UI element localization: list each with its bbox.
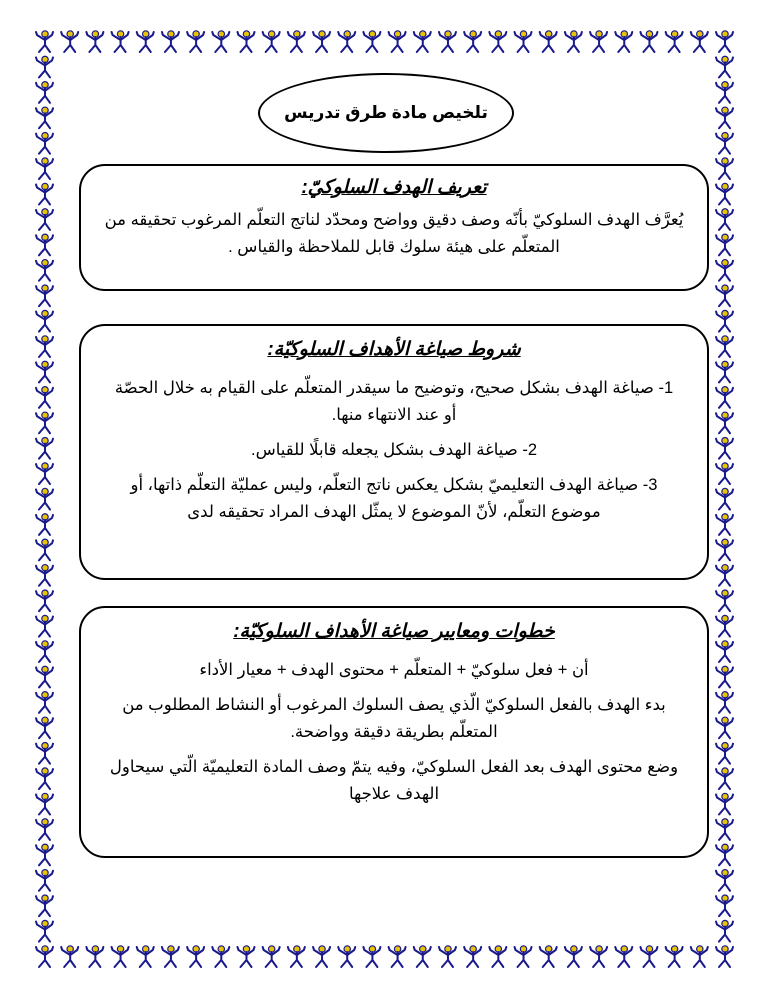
definition-heading: تعريف الهدف السلوكيّ: xyxy=(301,177,487,198)
stick-figure-icon xyxy=(716,412,733,433)
stick-figure-icon xyxy=(716,514,733,535)
stick-figure-icon xyxy=(716,310,733,331)
condition-item-3: 3- صياغة الهدف التعليميّ بشكل يعكس ناتج التعلّم، وليس عمليّة التعلّم ذاتها، أو موضوع التعلّم، لأنّ الموضوع لا يمثّل الهدف المراد تحقيقه لدى xyxy=(130,476,658,521)
stick-figure-icon xyxy=(716,946,733,967)
stick-figure-icon xyxy=(86,31,103,52)
steps-item-1: بدء الهدف بالفعل السلوكيّ الّذي يصف السلوك المرغوب أو النشاط المطلوب من المتعلّم بطريقة دقيقة وواضحة. xyxy=(122,696,666,741)
stick-figure-icon xyxy=(36,209,53,230)
stick-figure-icon xyxy=(36,234,53,255)
condition-item-1: 1- صياغة الهدف بشكل صحيح، وتوضيح ما سيقدر المتعلّم على القيام به خلال الحصّة أو عند الانتهاء منها. xyxy=(114,379,674,424)
stick-figure-icon xyxy=(666,31,683,52)
stick-figure-icon xyxy=(716,361,733,382)
stick-figure-icon xyxy=(187,31,204,52)
stick-figure-icon xyxy=(36,285,53,306)
title-ellipse xyxy=(258,73,514,153)
stick-figure-icon xyxy=(187,946,204,967)
condition-item-2: 2- صياغة الهدف بشكل يجعله قابلًا للقياس. xyxy=(250,441,537,459)
stick-figure-icon xyxy=(162,31,179,52)
stick-figure-icon xyxy=(716,742,733,763)
stick-figure-icon xyxy=(565,946,582,967)
stick-figure-icon xyxy=(36,82,53,103)
stick-figure-icon xyxy=(716,692,733,713)
stick-figure-icon xyxy=(36,742,53,763)
stick-figure-icon xyxy=(36,107,53,128)
stick-figure-icon xyxy=(716,82,733,103)
stick-figure-icon xyxy=(36,717,53,738)
conditions-heading: شروط صياغة الأهداف السلوكيّة: xyxy=(267,339,521,360)
stick-figure-icon xyxy=(540,946,557,967)
stick-figure-icon xyxy=(615,946,632,967)
stick-figure-icon xyxy=(36,539,53,560)
stick-figure-icon xyxy=(36,183,53,204)
stick-figure-icon xyxy=(36,565,53,586)
stick-figure-icon xyxy=(590,946,607,967)
stick-figure-icon xyxy=(36,310,53,331)
stick-figure-icon xyxy=(464,946,481,967)
stick-figure-icon xyxy=(36,615,53,636)
stick-figure-icon xyxy=(515,31,532,52)
stick-figure-icon xyxy=(137,31,154,52)
stick-figure-icon xyxy=(36,946,53,967)
stick-figure-icon xyxy=(389,946,406,967)
stick-figure-icon xyxy=(716,870,733,891)
stick-figure-icon xyxy=(389,31,406,52)
stick-figure-icon xyxy=(716,819,733,840)
stick-figure-icon xyxy=(716,641,733,662)
stick-figure-icon xyxy=(716,260,733,281)
stick-figure-icon xyxy=(36,768,53,789)
stick-figure-icon xyxy=(716,615,733,636)
stick-figure-icon xyxy=(288,946,305,967)
stick-figure-icon xyxy=(112,31,129,52)
stick-figure-icon xyxy=(263,946,280,967)
stick-figure-icon xyxy=(540,31,557,52)
stick-figure-icon xyxy=(716,437,733,458)
stick-figure-icon xyxy=(363,946,380,967)
stick-figure-icon xyxy=(36,666,53,687)
stick-figure-icon xyxy=(716,336,733,357)
stick-figure-icon xyxy=(716,488,733,509)
stick-figure-icon xyxy=(36,641,53,662)
stick-figure-icon xyxy=(36,819,53,840)
stick-figure-icon xyxy=(36,132,53,153)
stick-figure-icon xyxy=(716,920,733,941)
stick-figure-icon xyxy=(162,946,179,967)
stick-figure-icon xyxy=(237,946,254,967)
stick-figure-icon xyxy=(716,285,733,306)
stick-figure-icon xyxy=(61,946,78,967)
stick-figure-icon xyxy=(716,590,733,611)
stick-figure-icon xyxy=(691,31,708,52)
stick-figure-icon xyxy=(36,412,53,433)
stick-figure-icon xyxy=(666,946,683,967)
stick-figure-icon xyxy=(61,31,78,52)
stick-figure-icon xyxy=(36,260,53,281)
stick-figure-icon xyxy=(36,844,53,865)
stick-figure-icon xyxy=(36,514,53,535)
stick-figure-icon xyxy=(716,209,733,230)
stick-figure-icon xyxy=(313,946,330,967)
stick-figure-icon xyxy=(716,565,733,586)
stick-figure-icon xyxy=(615,31,632,52)
stick-figure-icon xyxy=(36,920,53,941)
definition-box xyxy=(79,164,709,291)
stick-figure-icon xyxy=(716,234,733,255)
stick-figure-icon xyxy=(338,946,355,967)
stick-figure-icon xyxy=(439,946,456,967)
stick-figure-icon xyxy=(414,946,431,967)
stick-figure-icon xyxy=(212,31,229,52)
stick-figure-icon xyxy=(237,31,254,52)
stick-figure-icon xyxy=(716,463,733,484)
stick-figure-icon xyxy=(36,895,53,916)
definition-text: يُعرَّف الهدف السلوكيّ بأنّه وصف دقيق وواضح ومحدّد لناتج التعلّم المرغوب تحقيقه من المتعلّم على هيئة سلوك قابل للملاحظة والقياس . xyxy=(104,211,684,256)
stick-figure-icon xyxy=(716,539,733,560)
stick-figure-icon xyxy=(716,717,733,738)
stick-figure-icon xyxy=(716,158,733,179)
stick-figure-icon xyxy=(691,946,708,967)
stick-figure-icon xyxy=(36,870,53,891)
stick-figure-icon xyxy=(36,692,53,713)
stick-figure-icon xyxy=(515,946,532,967)
conditions-box xyxy=(79,324,709,580)
stick-figure-icon xyxy=(112,946,129,967)
stick-figure-icon xyxy=(489,31,506,52)
stick-figure-icon xyxy=(36,793,53,814)
steps-formula: أن + فعل سلوكيّ + المتعلّم + محتوى الهدف + معيار الأداء xyxy=(199,661,589,679)
stick-figure-icon xyxy=(36,488,53,509)
steps-item-2: وضع محتوى الهدف بعد الفعل السلوكيّ، وفيه يتمّ وصف المادة التعليميّة الّتي سيحاول الهدف علاجها xyxy=(109,758,679,803)
stick-figure-icon xyxy=(716,132,733,153)
stick-figure-icon xyxy=(716,387,733,408)
stick-figure-icon xyxy=(716,107,733,128)
stick-figure-icon xyxy=(464,31,481,52)
stick-figure-icon xyxy=(36,158,53,179)
steps-heading: خطوات ومعايير صياغة الأهداف السلوكيّة: xyxy=(233,621,555,642)
stick-figure-icon xyxy=(716,895,733,916)
stick-figure-icon xyxy=(716,844,733,865)
stick-figure-icon xyxy=(288,31,305,52)
stick-figure-icon xyxy=(338,31,355,52)
stick-figure-icon xyxy=(716,56,733,77)
stick-figure-icon xyxy=(313,31,330,52)
stick-figure-icon xyxy=(212,946,229,967)
stick-figure-icon xyxy=(36,387,53,408)
stick-figure-icon xyxy=(36,361,53,382)
stick-figure-icon xyxy=(439,31,456,52)
stick-figure-icon xyxy=(716,31,733,52)
stick-figure-icon xyxy=(716,666,733,687)
stick-figure-icon xyxy=(565,31,582,52)
stick-figure-icon xyxy=(36,56,53,77)
stick-figure-icon xyxy=(36,590,53,611)
stick-figure-icon xyxy=(36,463,53,484)
stick-figure-icon xyxy=(640,946,657,967)
stick-figure-icon xyxy=(363,31,380,52)
stick-figure-icon xyxy=(263,31,280,52)
stick-figure-icon xyxy=(640,31,657,52)
stick-figure-icon xyxy=(716,793,733,814)
stick-figure-icon xyxy=(489,946,506,967)
stick-figure-icon xyxy=(137,946,154,967)
stick-figure-icon xyxy=(414,31,431,52)
stick-figure-icon xyxy=(36,437,53,458)
page-title: تلخيص مادة طرق تدريس xyxy=(284,103,488,122)
stick-figure-icon xyxy=(36,336,53,357)
steps-box xyxy=(79,606,709,858)
stick-figure-icon xyxy=(716,183,733,204)
stick-figure-icon xyxy=(716,768,733,789)
stick-figure-icon xyxy=(590,31,607,52)
stick-figure-icon xyxy=(86,946,103,967)
stick-figure-icon xyxy=(36,31,53,52)
